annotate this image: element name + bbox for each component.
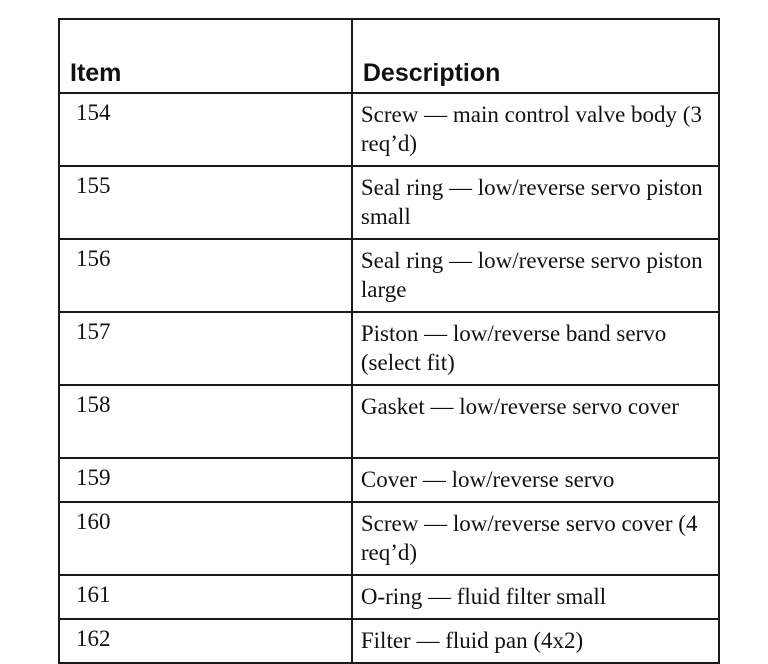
description-cell: Piston — low/reverse band servo (select fit) [352, 312, 719, 385]
table-row [59, 166, 719, 239]
item-number-cell: 158 [59, 385, 352, 458]
description-cell: Cover — low/reverse servo [352, 458, 719, 502]
table-row [59, 93, 719, 166]
item-number-cell: 162 [59, 619, 352, 663]
description-cell: Gasket — low/reverse servo cover [352, 385, 719, 458]
item-number-cell: 160 [59, 502, 352, 575]
description-cell: Filter — fluid pan (4x2) [352, 619, 719, 663]
description-cell: Screw — low/reverse servo cover (4 req’d) [352, 502, 719, 575]
item-number-cell: 155 [59, 166, 352, 239]
description-cell: Screw — main control valve body (3 req’d) [352, 93, 719, 166]
description-cell: Seal ring — low/reverse servo piston small [352, 166, 719, 239]
column-header-item: Item [59, 19, 352, 93]
table-row [59, 239, 719, 312]
item-number-cell: 159 [59, 458, 352, 502]
item-number-cell: 154 [59, 93, 352, 166]
table-row [59, 575, 719, 619]
description-cell: Seal ring — low/reverse servo piston large [352, 239, 719, 312]
table-row [59, 385, 719, 458]
item-number-cell: 161 [59, 575, 352, 619]
table-row [59, 619, 719, 663]
item-number-cell: 157 [59, 312, 352, 385]
description-cell: O-ring — fluid filter small [352, 575, 719, 619]
table-row [59, 458, 719, 502]
column-header-description: Description [352, 19, 719, 93]
item-number-cell: 156 [59, 239, 352, 312]
table-header-row [59, 19, 719, 93]
parts-table [58, 18, 720, 664]
table-row [59, 312, 719, 385]
table-row [59, 502, 719, 575]
